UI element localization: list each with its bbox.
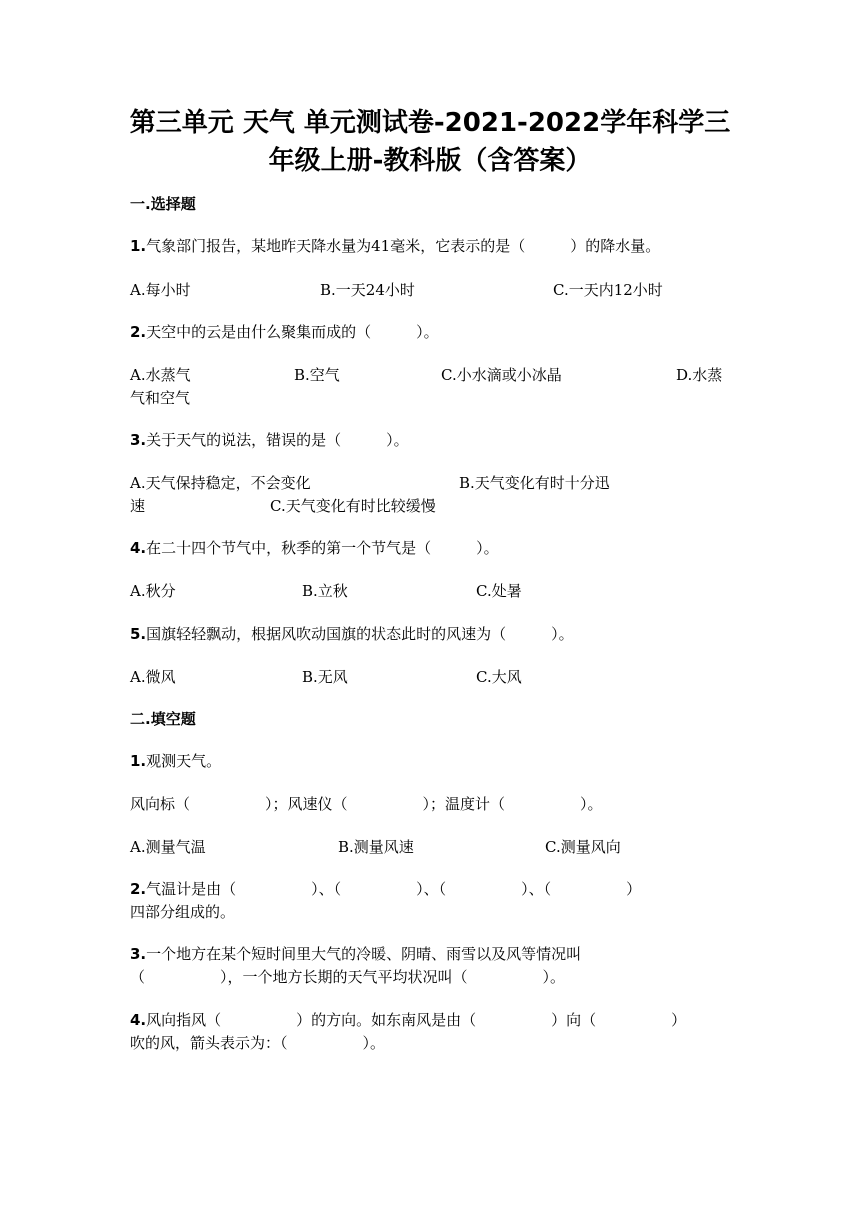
option-d: D.水蒸 xyxy=(676,366,723,384)
option-c: C.一天内12小时 xyxy=(553,281,663,299)
question-2 xyxy=(130,320,730,344)
section-heading-choice: 一.选择题 xyxy=(130,195,196,213)
option-b: B.一天24小时 xyxy=(320,281,415,299)
fill-question-2-line-2: 四部分组成的。 xyxy=(130,903,236,921)
document-title xyxy=(110,104,750,180)
title-line-2: 年级上册-教科版（含答案） xyxy=(268,146,592,176)
option-a: A.测量气温 xyxy=(130,838,206,856)
option-b: B.无风 xyxy=(302,668,348,686)
option-b-continued: 速 xyxy=(130,497,146,515)
option-c: C.天气变化有时比较缓慢 xyxy=(270,497,436,515)
option-a: A.微风 xyxy=(130,668,176,686)
question-text: 天空中的云是由什么聚集而成的（ ）。 xyxy=(146,323,439,341)
question-text: 一个地方在某个短时间里大气的冷暖、阴晴、雨雪以及风等情况叫 xyxy=(146,945,582,963)
fill-question-4 xyxy=(130,1008,730,1032)
question-5 xyxy=(130,622,730,646)
option-a: A.秋分 xyxy=(130,582,176,600)
option-c: C.测量风向 xyxy=(545,838,621,856)
option-b: B.空气 xyxy=(294,366,340,384)
option-c: C.处暑 xyxy=(476,582,522,600)
question-text: 国旗轻轻飘动，根据风吹动国旗的状态此时的风速为（ ）。 xyxy=(146,625,574,643)
title-line-1: 第三单元 天气 单元测试卷-2021-2022学年科学三 xyxy=(129,108,731,138)
question-text: 关于天气的说法，错误的是（ ）。 xyxy=(146,431,409,449)
question-1 xyxy=(130,234,730,258)
question-4 xyxy=(130,536,730,560)
question-text: 气象部门报告，某地昨天降水量为41毫米，它表示的是（ ）的降水量。 xyxy=(146,237,661,255)
fill-question-3 xyxy=(130,942,730,966)
fill-question-3-line-2: （ ），一个地方长期的天气平均状况叫（ ）。 xyxy=(130,968,566,986)
question-text: 观测天气。 xyxy=(146,752,222,770)
option-c: C.小水滴或小冰晶 xyxy=(441,366,562,384)
fill-question-2 xyxy=(130,877,730,901)
option-d-continued: 气和空气 xyxy=(130,389,191,407)
question-3 xyxy=(130,428,730,452)
question-text: 在二十四个节气中，秋季的第一个节气是（ ）。 xyxy=(146,539,499,557)
question-number: 4. xyxy=(130,1011,147,1029)
option-b: B.立秋 xyxy=(302,582,348,600)
option-a: A.水蒸气 xyxy=(130,366,191,384)
question-number: 2. xyxy=(130,323,147,341)
question-number: 5. xyxy=(130,625,147,643)
option-a: A.每小时 xyxy=(130,281,191,299)
fill-question-1-line: 风向标（ ）；风速仪（ ）；温度计（ ）。 xyxy=(130,795,603,813)
section-heading-fill: 二.填空题 xyxy=(130,710,196,728)
question-number: 4. xyxy=(130,539,147,557)
question-text: 气温计是由（ ）、（ ）、（ ）、（ ） xyxy=(146,880,642,898)
option-b: B.测量风速 xyxy=(338,838,414,856)
fill-question-4-line-2: 吹的风，箭头表示为：（ ）。 xyxy=(130,1034,386,1052)
fill-question-1 xyxy=(130,749,730,773)
question-number: 1. xyxy=(130,752,147,770)
option-c: C.大风 xyxy=(476,668,522,686)
question-text: 风向指风（ ）的方向。如东南风是由（ ）向（ ） xyxy=(146,1011,687,1029)
question-number: 3. xyxy=(130,431,147,449)
question-number: 2. xyxy=(130,880,147,898)
option-b: B.天气变化有时十分迅 xyxy=(459,474,610,492)
question-number: 3. xyxy=(130,945,147,963)
option-a: A.天气保持稳定，不会变化 xyxy=(130,474,311,492)
question-number: 1. xyxy=(130,237,147,255)
